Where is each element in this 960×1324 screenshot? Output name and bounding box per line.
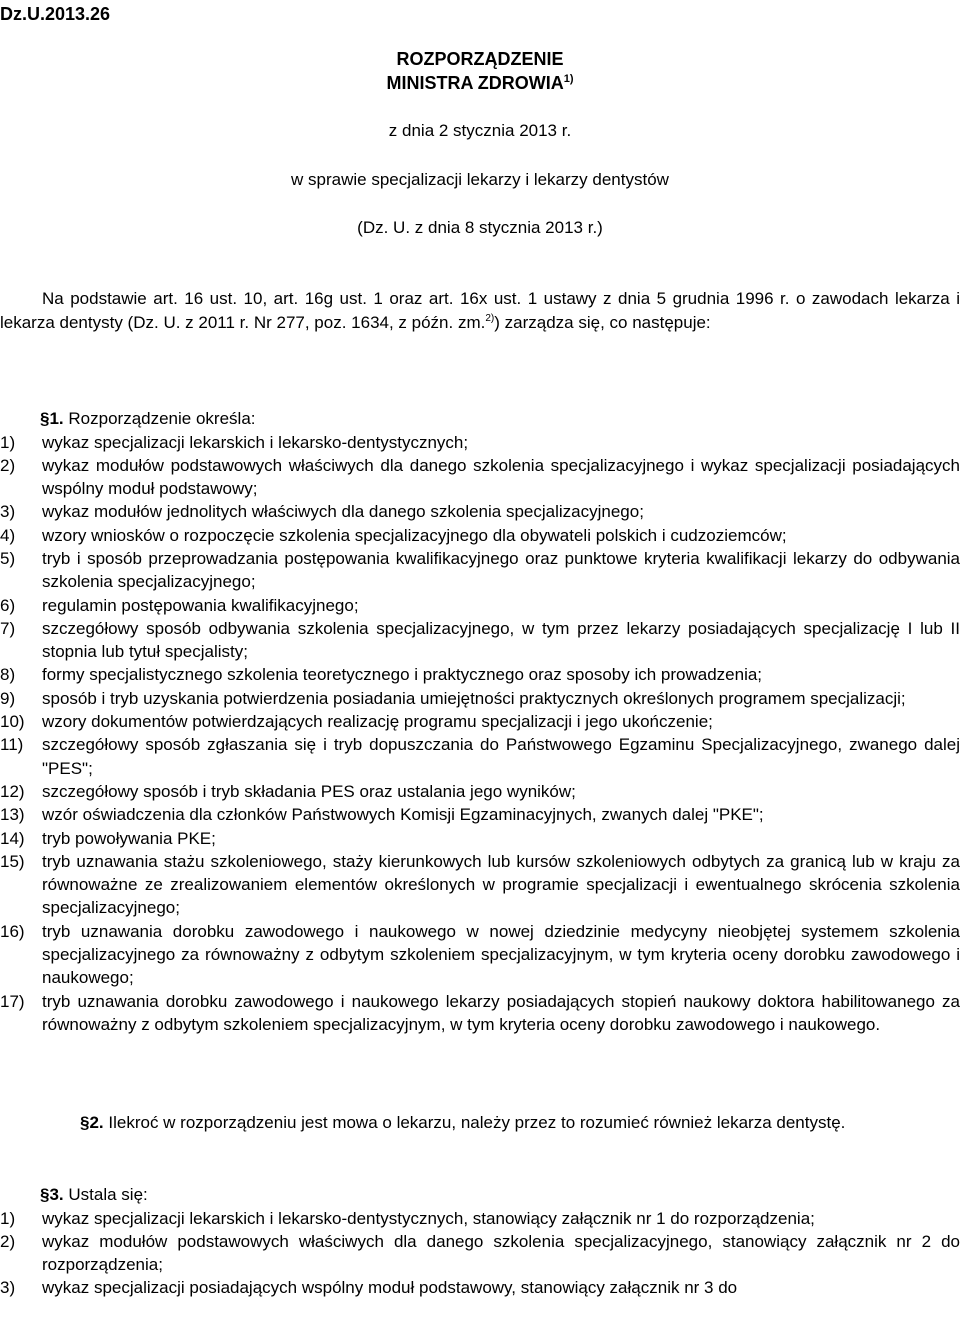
list-item (0, 594, 960, 617)
list-item (0, 1207, 960, 1230)
document-identifier: Dz.U.2013.26 (0, 4, 111, 24)
list-item (0, 850, 960, 920)
list-item (0, 733, 960, 780)
document-title (0, 47, 960, 95)
list-item (0, 547, 960, 594)
list-item (0, 663, 960, 686)
list-item-label: 3) (0, 1278, 16, 1298)
list-item-label: 2) (0, 455, 16, 475)
list-item-text: tryb uznawania dorobku zawodowego i naukowego lekarzy posiadających stopień naukowy doktora habilitowanego za równoważny z odbytym szkoleniem specjalizacyjnym, w tym kryteria oceny dorobku zawodowego i naukowego. (42, 991, 960, 1034)
list-item-label: 11) (0, 735, 24, 755)
paragraph-number: 2. (89, 1113, 104, 1132)
list-item (0, 710, 960, 733)
paragraph-1-list (0, 431, 960, 1037)
legal-basis-text: Na podstawie art. 16 ust. 10, art. 16g ust. 1 oraz art. 16x ust. 1 ustawy z dnia 5 grudnia 1996 r. o zawodach lekarza i lekarza dentysty (Dz. U. z 2011 r. Nr 277, poz. 1634, z późn. zm. (0, 289, 960, 332)
list-item-label: 8) (0, 665, 16, 685)
list-item-label: 3) (0, 502, 16, 522)
list-item-text: regulamin postępowania kwalifikacyjnego; (42, 595, 359, 615)
legal-basis-paragraph (0, 287, 960, 334)
title-line-2 (0, 71, 960, 95)
list-item-text: szczegółowy sposób i tryb składania PES oraz ustalania jego wyników; (42, 781, 576, 801)
list-item-label: 14) (0, 828, 25, 848)
list-item (0, 500, 960, 523)
paragraph-2-heading (0, 1111, 960, 1135)
list-item-text: wykaz modułów podstawowych właściwych dla danego szkolenia specjalizacyjnego, stanowiący załącznik nr 2 do rozporządzenia; (42, 1231, 960, 1275)
list-item (0, 431, 960, 454)
list-item (0, 990, 960, 1037)
list-item-text: wykaz specjalizacji lekarskich i lekarsko-dentystycznych, stanowiący załącznik nr 1 do rozporządzenia; (42, 1208, 815, 1228)
paragraph-1-heading (0, 407, 960, 431)
legal-basis-footnote-ref[interactable]: 2) (485, 312, 495, 324)
list-item-label: 2) (0, 1231, 16, 1251)
paragraph-3-list (0, 1207, 960, 1300)
list-item-text: tryb uznawania stażu szkoleniowego, staży kierunkowych lub kursów szkoleniowych odbytych za granicą lub w kraju za równoważne ze zrealizowaniem elementów określonych w programie specjalizacji i ewentualnego skrócenia szkolenia specjalizacyjnego; (42, 851, 960, 918)
list-item-label: 5) (0, 548, 16, 568)
list-item (0, 687, 960, 710)
list-item-label: 12) (0, 781, 25, 801)
list-item (0, 827, 960, 850)
list-item-label: 6) (0, 595, 16, 615)
list-item (0, 617, 960, 664)
paragraph-1 (0, 407, 960, 1036)
document-subject: w sprawie specjalizacji lekarzy i lekarzy dentystów (291, 170, 669, 189)
paragraph-text: Rozporządzenie określa: (68, 409, 256, 428)
list-item-label: 17) (0, 991, 25, 1011)
list-item-label: 1) (0, 432, 16, 452)
paragraph-text: Ustala się: (68, 1185, 148, 1204)
section-sign: § (40, 1185, 50, 1204)
paragraph-3-heading (0, 1183, 960, 1207)
publication-reference: (Dz. U. z dnia 8 stycznia 2013 r.) (357, 218, 603, 237)
list-item (0, 454, 960, 501)
list-item-label: 4) (0, 525, 16, 545)
list-item (0, 803, 960, 826)
list-item-label: 10) (0, 712, 25, 732)
list-item-text: wykaz modułów jednolitych właściwych dla danego szkolenia specjalizacyjnego; (42, 502, 644, 522)
list-item-text: wykaz modułów podstawowych właściwych dla danego szkolenia specjalizacyjnego i wykaz specjalizacji posiadających wspólny moduł podstawowy; (42, 455, 960, 499)
list-item-text: sposób i tryb uzyskania potwierdzenia posiadania umiejętności praktycznych określonych programem specjalizacji; (42, 688, 906, 708)
legal-basis-text-end: ) zarządza się, co następuje: (494, 312, 711, 332)
list-item-label: 1) (0, 1208, 16, 1228)
list-item (0, 1276, 960, 1299)
list-item-text: szczegółowy sposób zgłaszania się i tryb dopuszczania do Państwowego Egzaminu Specjalizacyjnego, zwanego dalej "PES"; (42, 735, 960, 778)
list-item-text: wzory wniosków o rozpoczęcie szkolenia specjalizacyjnego dla obywateli polskich i cudzoziemców; (42, 525, 787, 545)
list-item-label: 16) (0, 921, 25, 941)
paragraph-number: 1. (49, 409, 64, 428)
title-issuer: MINISTRA ZDROWIA (386, 73, 564, 93)
list-item-label: 9) (0, 688, 16, 708)
paragraph-text: Ilekroć w rozporządzeniu jest mowa o lekarzu, należy przez to rozumieć również lekarza dentystę. (108, 1113, 846, 1132)
title-line-1: ROZPORZĄDZENIE (396, 49, 564, 69)
list-item-label: 13) (0, 805, 25, 825)
list-item-text: formy specjalistycznego szkolenia teoretycznego i praktycznego oraz sposoby ich prowadzenia; (42, 665, 763, 685)
list-item (0, 920, 960, 990)
list-item-text: wykaz specjalizacji posiadających wspólny moduł podstawowy, stanowiący załącznik nr 3 do (42, 1278, 738, 1298)
list-item-text: wzory dokumentów potwierdzających realizację programu specjalizacji i jego ukończenie; (42, 712, 713, 732)
list-item-text: tryb uznawania dorobku zawodowego i naukowego w nowej dziedzinie medycyny nieobjętej systemem szkolenia specjalizacyjnego za równoważny z odbytym szkoleniem specjalizacyjnym, w tym kryteria oceny dorobku zawodowego i naukowego; (42, 921, 960, 988)
list-item-text: szczegółowy sposób odbywania szkolenia specjalizacyjnego, w tym przez lekarzy posiadających specjalizację I lub II stopnia lub tytuł specjalisty; (42, 618, 960, 662)
list-item-text: wzór oświadczenia dla członków Państwowych Komisji Egzaminacyjnych, zwanych dalej "PKE"; (42, 805, 764, 825)
list-item-text: wykaz specjalizacji lekarskich i lekarsko-dentystycznych; (42, 432, 469, 452)
list-item (0, 524, 960, 547)
list-item-text: tryb powoływania PKE; (42, 828, 216, 848)
list-item-label: 15) (0, 851, 25, 871)
list-item (0, 1230, 960, 1277)
paragraph-2 (0, 1111, 960, 1135)
list-item-text: tryb i sposób przeprowadzania postępowania kwalifikacyjnego oraz punktowe kryteria kwalifikacji lekarzy do odbywania szkolenia specjalizacyjnego; (42, 548, 960, 592)
document-date: z dnia 2 stycznia 2013 r. (388, 121, 572, 140)
list-item (0, 780, 960, 803)
paragraph-3 (0, 1183, 960, 1300)
section-sign: § (40, 409, 50, 428)
title-footnote-ref[interactable]: 1) (563, 73, 574, 85)
paragraph-number: 3. (49, 1185, 64, 1204)
section-sign: § (80, 1113, 90, 1132)
list-item-label: 7) (0, 618, 16, 638)
